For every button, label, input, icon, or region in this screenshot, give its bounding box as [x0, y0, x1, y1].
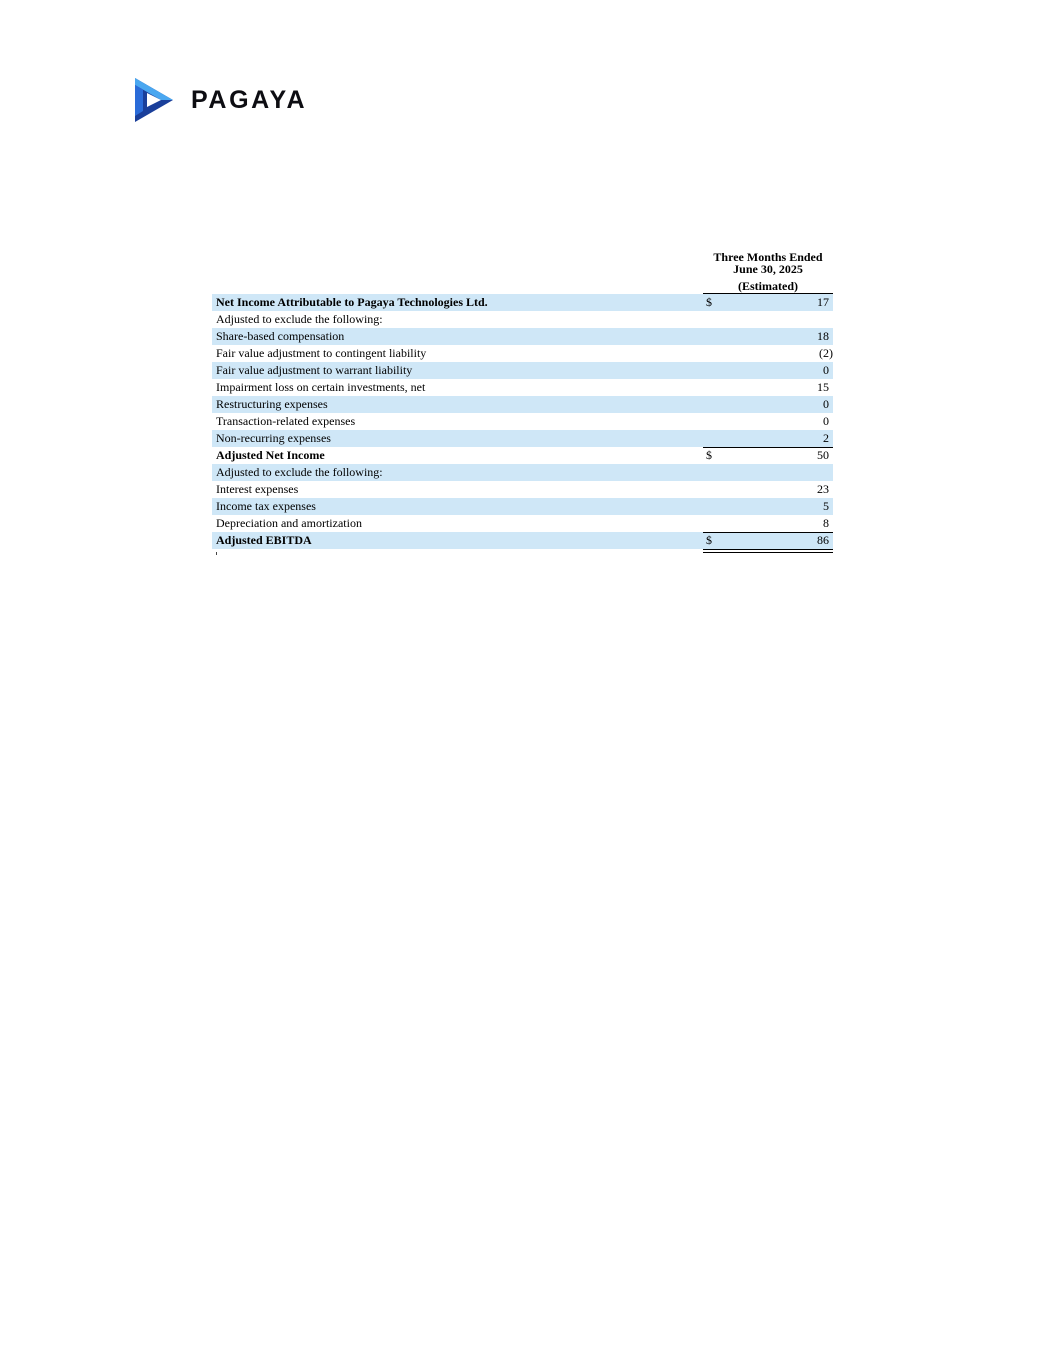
table-row-impairment-loss — [212, 379, 833, 396]
reconciliation-table — [212, 294, 833, 549]
row-label: Interest expenses — [216, 482, 299, 496]
row-value: 2 — [823, 431, 829, 445]
table-row-depreciation — [212, 515, 833, 532]
row-currency: $ — [706, 295, 712, 309]
row-currency: $ — [706, 533, 712, 547]
row-label: Net Income Attributable to Pagaya Technologies Ltd. — [216, 295, 488, 309]
row-value: 17 — [817, 295, 829, 309]
table-row-adjusted-header — [212, 311, 833, 328]
column-header-estimated: (Estimated) — [738, 279, 798, 293]
row-label: Adjusted Net Income — [216, 448, 325, 462]
row-value: 8 — [823, 516, 829, 530]
table-row-restructuring — [212, 396, 833, 413]
row-value: (2) — [819, 346, 833, 360]
row-value: 50 — [817, 448, 829, 462]
column-header-period: Three Months Ended — [713, 250, 823, 264]
table-row-contingent-liability — [212, 345, 833, 362]
column-header-date: June 30, 2025 — [733, 262, 803, 276]
pagaya-logo-icon — [133, 76, 175, 124]
table-row-income-tax — [212, 498, 833, 515]
logo-wordmark: PAGAYA — [191, 85, 308, 114]
table-row-adjusted-net-income — [212, 447, 833, 464]
row-value: 18 — [817, 329, 829, 343]
pagaya-logo — [133, 76, 307, 124]
table-row-share-based-compensation — [212, 328, 833, 345]
row-label: Depreciation and amortization — [216, 516, 362, 530]
table-row-interest-expenses — [212, 481, 833, 498]
row-value: 15 — [817, 380, 829, 394]
row-value: 86 — [817, 533, 829, 547]
row-label: Share-based compensation — [216, 329, 345, 343]
row-label: Adjusted EBITDA — [216, 533, 312, 547]
row-label: Income tax expenses — [216, 499, 316, 513]
table-row-transaction-related — [212, 413, 833, 430]
row-value: 0 — [823, 414, 829, 428]
table-row-warrant-liability — [212, 362, 833, 379]
table-row-adjusted-header-2 — [212, 464, 833, 481]
row-label: Restructuring expenses — [216, 397, 328, 411]
table-row-non-recurring — [212, 430, 833, 447]
table-row-adjusted-ebitda — [212, 532, 833, 549]
row-currency: $ — [706, 448, 712, 462]
row-value: 0 — [823, 363, 829, 377]
row-label: Non-recurring expenses — [216, 431, 331, 445]
row-label: Transaction-related expenses — [216, 414, 356, 428]
row-label: Impairment loss on certain investments, net — [216, 380, 426, 394]
stray-mark — [216, 552, 217, 555]
row-value: 5 — [823, 499, 829, 513]
row-label: Adjusted to exclude the following: — [216, 312, 383, 326]
row-label: Fair value adjustment to contingent liability — [216, 346, 427, 360]
row-value: 0 — [823, 397, 829, 411]
row-label: Fair value adjustment to warrant liability — [216, 363, 413, 377]
row-value: 23 — [817, 482, 829, 496]
row-label: Adjusted to exclude the following: — [216, 465, 383, 479]
table-row-net-income — [212, 294, 833, 311]
